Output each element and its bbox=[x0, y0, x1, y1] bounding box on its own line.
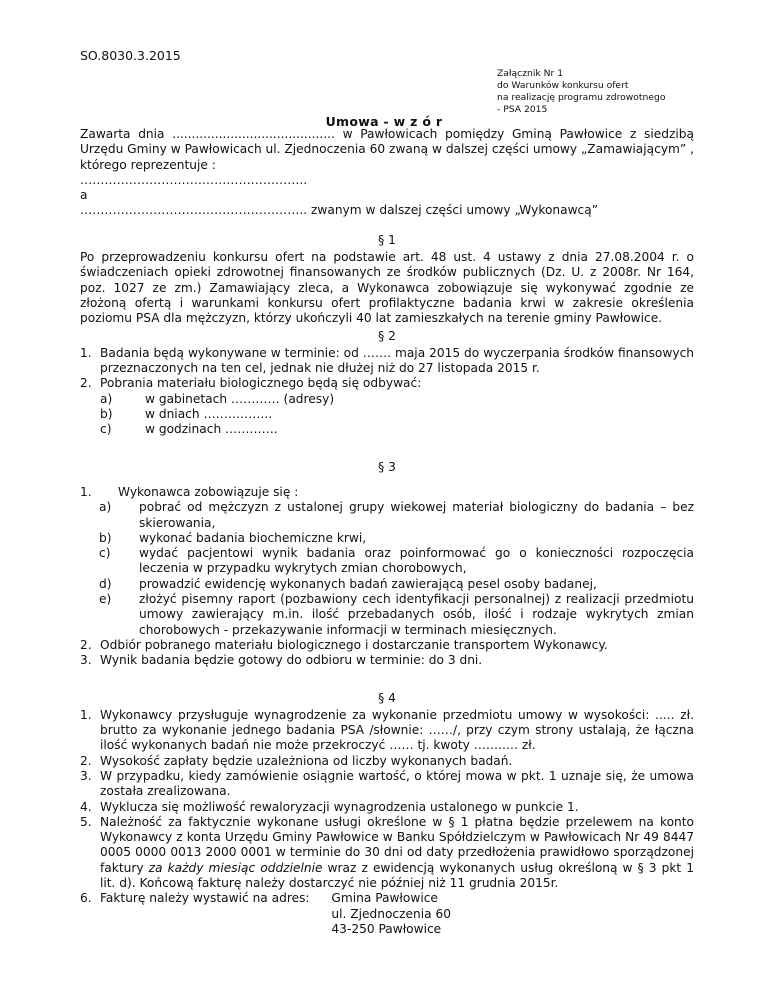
sub-item-letter: a) bbox=[99, 500, 112, 515]
document-title: Umowa - w z ó r bbox=[325, 114, 443, 129]
address-line: 43-250 Pawłowice bbox=[331, 921, 442, 936]
sub-item-text: w gabinetach ………… (adresy) bbox=[145, 391, 335, 406]
item-text: Wykonawcy przysługuje wynagrodzenie za wykonanie przedmiotu umowy w wysokości: ..... zł. brutto za wykonanie jednego badania PSA /słownie: ……/, przy czym strony ustalają, że łączna ilość wykonanych badań nie może przekroczyć …… tj. kwoty ……..… zł. bbox=[100, 707, 694, 753]
intro-paragraph: Zawarta dnia .......................................... w Pawłowicach pomiędzy Gminą Pawłowice z siedzibą Urzędu Gminy w Pawłowicach ul. Zjednoczenia 60 zwaną w dalszej części umowy „Zamawiającym” , którego reprezentuje : bbox=[80, 127, 694, 172]
list-item bbox=[80, 708, 694, 754]
annex-line: do Warunków konkursu ofert bbox=[497, 80, 629, 91]
sub-item-letter: c) bbox=[99, 546, 111, 561]
list-item bbox=[80, 346, 694, 377]
item-number: 2. bbox=[80, 753, 92, 768]
item-text-part: Należność za faktycznie wykonane usługi określone w § 1 płatna będzie przelewem na konto Wykonawcy z konta Urzędu Gminy Pawłowice w Banku Spółdzielczym w Pawłowicach Nr 49 8447 0005 0000 0013 2000 0001 w terminie do 30 dni od daty przedłożenia prawidłowo sporządzonej faktury bbox=[100, 814, 694, 875]
representative-placeholder: ……………………………………………….. bbox=[80, 172, 308, 187]
sub-item-text: w godzinach …………. bbox=[145, 422, 278, 437]
sub-item bbox=[80, 531, 694, 546]
annex-note bbox=[497, 68, 665, 116]
section-3-heading: § 3 bbox=[378, 459, 396, 474]
item-number: 1. bbox=[80, 707, 92, 722]
item-text: W przypadku, kiedy zamówienie osiągnie wartość, o której mowa w pkt. 1 uznaje się, że umowa została zrealizowana. bbox=[100, 768, 694, 799]
list-item bbox=[80, 638, 694, 653]
sub-item-text: pobrać od mężczyzn z ustalonej grupy wiekowej materiał biologiczny do badania – bez skierowania, bbox=[139, 500, 694, 530]
item-text: Fakturę należy wystawić na adres: bbox=[100, 891, 310, 906]
section-2-heading: § 2 bbox=[378, 328, 396, 343]
sub-item-letter: d) bbox=[99, 576, 112, 591]
sub-item bbox=[80, 577, 694, 592]
annex-line: na realizację programu zdrowotnego bbox=[497, 92, 666, 103]
document-reference: SO.8030.3.2015 bbox=[80, 48, 181, 63]
list-item bbox=[80, 800, 694, 815]
item-number: 5. bbox=[80, 814, 92, 829]
annex-line: Załącznik Nr 1 bbox=[497, 68, 564, 79]
sub-item-letter: b) bbox=[100, 407, 113, 422]
sub-item-text: złożyć pisemny raport (pozbawiony cech identyfikacji personalnej) z realizacji przedmiotu umowy zawierający m.in. ilość przebadanych osób, ilość i rodzaje wykrytych zmian chorobowych - przekazywanie informacji w terminach miesięcznych. bbox=[139, 592, 694, 637]
sub-item bbox=[80, 407, 694, 422]
section-4-heading: § 4 bbox=[378, 690, 396, 705]
address-line: Gmina Pawłowice bbox=[331, 891, 438, 906]
list-item bbox=[80, 485, 694, 500]
sub-item bbox=[80, 500, 694, 531]
item-text-emphasis: za każdy miesiąc oddzielnie bbox=[148, 860, 323, 875]
conjunction: a bbox=[80, 188, 88, 203]
sub-item-letter: e) bbox=[99, 592, 112, 607]
sub-item bbox=[80, 592, 694, 638]
sub-item-letter: b) bbox=[99, 530, 112, 545]
item-text-part: wraz z ewidencją wykonanych usług określoną w § 3 pkt 1 lit. d). Końcową fakturę należy dostarczyć nie później niż 11 grudnia 2015r. bbox=[100, 860, 694, 891]
annex-line: - PSA 2015 bbox=[497, 104, 548, 115]
section-1-heading: § 1 bbox=[378, 232, 396, 247]
item-number: 2. bbox=[80, 376, 92, 391]
sub-item-text: wykonać badania biochemiczne krwi, bbox=[139, 530, 367, 545]
sub-item bbox=[80, 546, 694, 577]
item-text: Wynik badania będzie gotowy do odbioru w terminie: do 3 dni. bbox=[100, 653, 483, 668]
item-number: 3. bbox=[80, 768, 92, 783]
item-text: Pobrania materiału biologicznego będą się odbywać: bbox=[100, 376, 422, 391]
section-1-text: Po przeprowadzeniu konkursu ofert na podstawie art. 48 ust. 4 ustawy z dnia 27.08.2004 r. o świadczeniach opieki zdrowotnej finansowanych ze środków publicznych (Dz. U. z 2008r. Nr 164, poz. 1027 ze zm.) Zamawiający zleca, a Wykonawca zobowiązuje się wykonywać zgodnie ze złożoną ofertą i warunkami konkursu ofert profilaktyczne badania krwi w zakresie określenia poziomu PSA dla mężczyzn, którzy ukończyli 40 lat zamieszkałych na terenie gminy Pawłowice. bbox=[80, 250, 694, 326]
sub-item bbox=[80, 422, 694, 437]
sub-item-letter: c) bbox=[100, 422, 112, 437]
item-number: 3. bbox=[80, 653, 92, 668]
list-item bbox=[80, 653, 694, 668]
list-item bbox=[80, 754, 694, 769]
sub-item-letter: a) bbox=[100, 391, 113, 406]
item-text: Badania będą wykonywane w terminie: od ……. maja 2015 do wyczerpania środków finansowych przeznaczonych na ten cel, jednak nie dłużej niż do 27 listopada 2015 r. bbox=[100, 345, 694, 376]
sub-item-text: wydać pacjentowi wynik badania oraz poinformować go o konieczności rozpoczęcia leczenia w przypadku wykrytych zmian chorobowych, bbox=[139, 546, 694, 576]
invoice-address bbox=[331, 891, 451, 937]
list-item bbox=[80, 376, 694, 391]
item-number: 1. bbox=[80, 345, 92, 360]
item-number: 2. bbox=[80, 637, 92, 652]
sub-item-text: prowadzić ewidencję wykonanych badań zawierającą pesel osoby badanej, bbox=[139, 576, 597, 591]
item-number: 4. bbox=[80, 799, 92, 814]
list-item bbox=[80, 769, 694, 800]
item-text: Wykonawca zobowiązuje się : bbox=[118, 484, 299, 499]
sub-item-text: w dniach …………….. bbox=[145, 407, 273, 422]
item-text: Wysokość zapłaty będzie uzależniona od liczby wykonanych badań. bbox=[100, 753, 513, 768]
list-item bbox=[80, 891, 694, 937]
item-number: 1. bbox=[80, 484, 92, 499]
list-item bbox=[80, 815, 694, 891]
contractor-line: ……………………………………………….. zwanym w dalszej części umowy „Wykonawcą” bbox=[80, 203, 599, 218]
sub-item bbox=[80, 392, 694, 407]
item-text: Wyklucza się możliwość rewaloryzacji wynagrodzenia ustalonego w punkcie 1. bbox=[100, 799, 579, 814]
address-line: ul. Zjednoczenia 60 bbox=[331, 906, 451, 921]
item-number: 6. bbox=[80, 891, 92, 906]
item-text: Odbiór pobranego materiału biologicznego i dostarczanie transportem Wykonawcy. bbox=[100, 637, 608, 652]
contract-body bbox=[80, 127, 694, 937]
